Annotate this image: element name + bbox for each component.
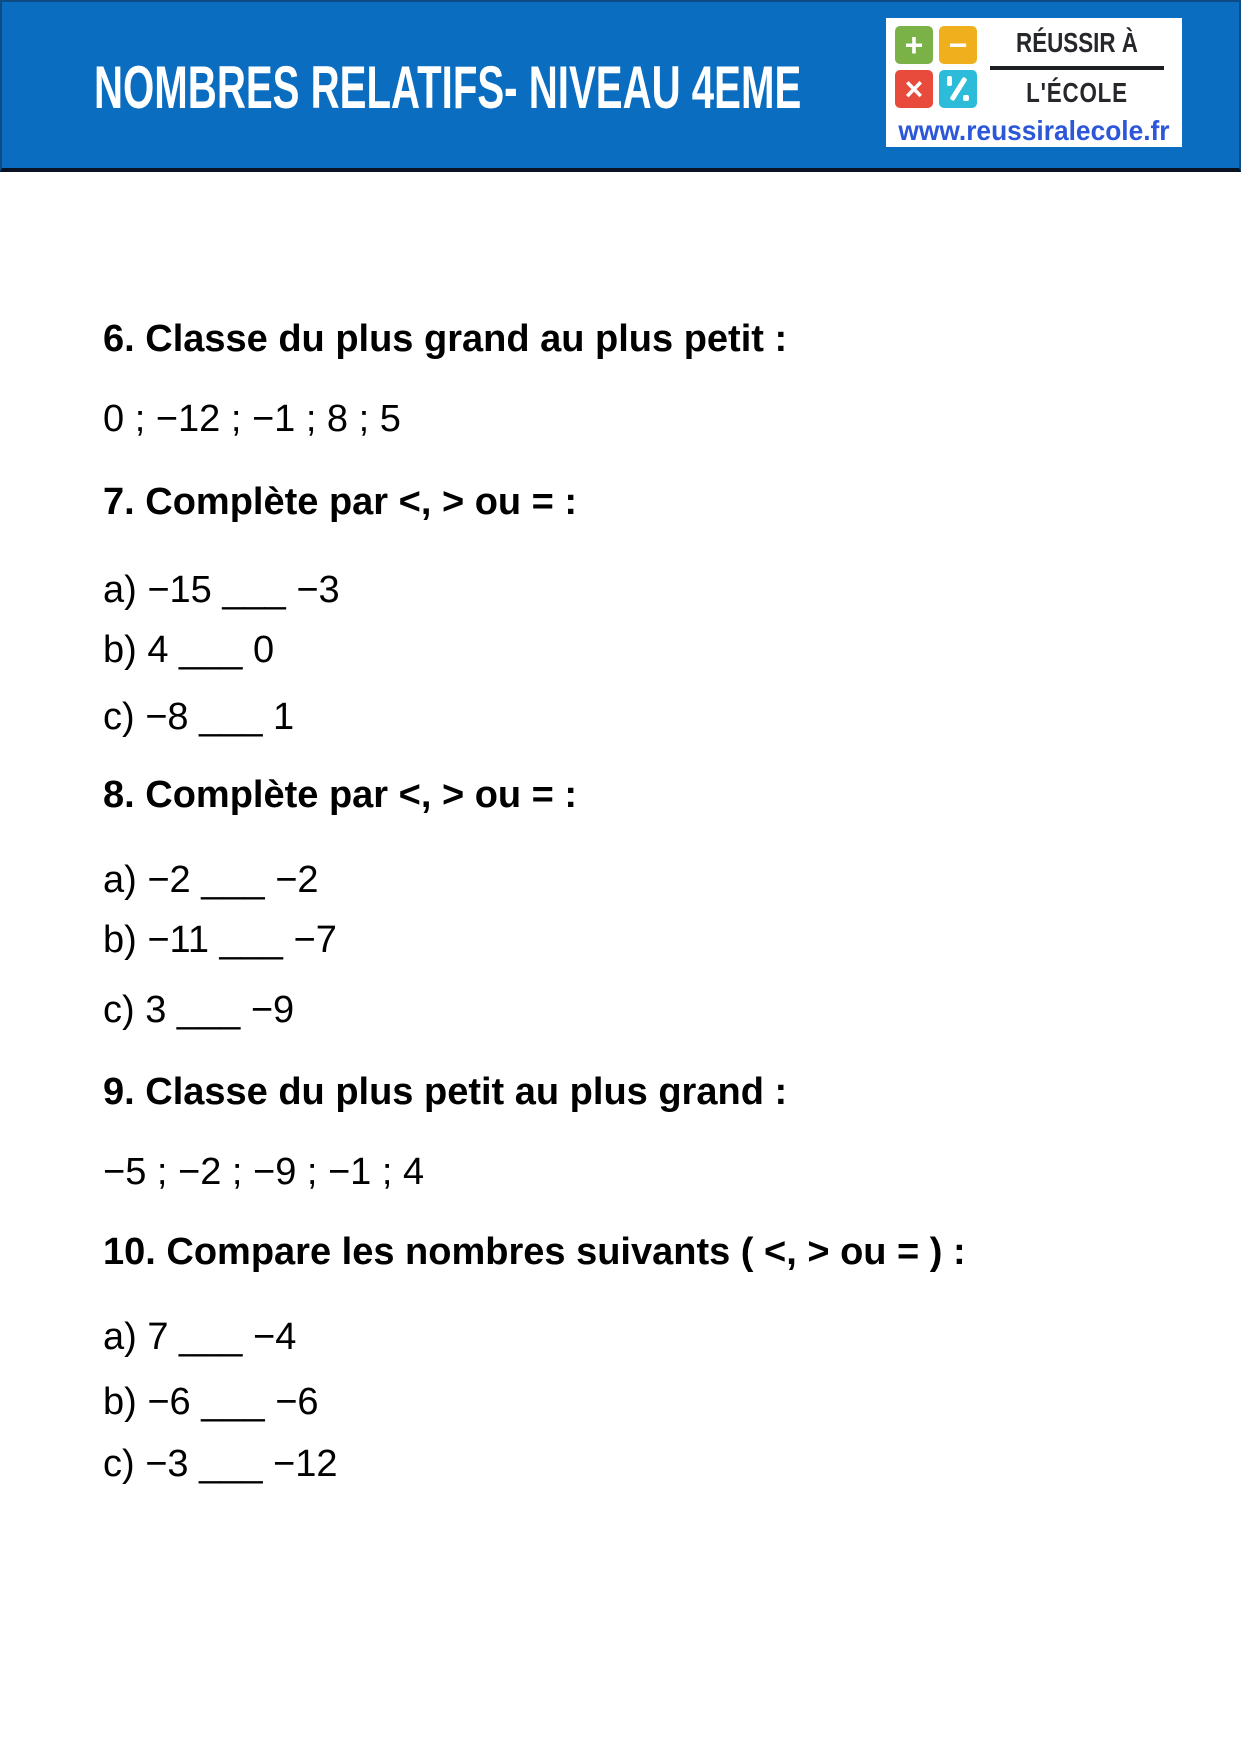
exercise-10-item-a: a) 7 ___ −4	[103, 1316, 297, 1358]
exercise-10-heading: 10. Compare les nombres suivants ( <, > ou = ) :	[103, 1231, 966, 1273]
logo-website-url: www.reussiralecole.fr	[898, 114, 1170, 146]
exercise-9-heading: 9. Classe du plus petit au plus grand :	[103, 1071, 788, 1113]
exercise-9-number-list: −5 ; −2 ; −9 ; −1 ; 4	[103, 1151, 425, 1193]
logo-line1: RÉUSSIR À	[1016, 27, 1138, 58]
exercise-6-number-list: 0 ; −12 ; −1 ; 8 ; 5	[103, 398, 401, 440]
logo-text-block	[984, 28, 1170, 109]
header-banner	[0, 0, 1241, 172]
exercise-7-heading: 7. Complète par <, > ou = :	[103, 481, 578, 523]
plus-icon: +	[895, 26, 933, 64]
math-tiles	[895, 26, 977, 108]
minus-icon: −	[939, 26, 977, 64]
times-icon: ×	[895, 70, 933, 108]
exercise-10-item-b: b) −6 ___ −6	[103, 1381, 319, 1423]
exercise-8-item-c: c) 3 ___ −9	[103, 989, 295, 1031]
exercise-7-item-c: c) −8 ___ 1	[103, 696, 295, 738]
exercise-8-item-a: a) −2 ___ −2	[103, 859, 319, 901]
logo-line2: L'ÉCOLE	[1026, 76, 1128, 108]
exercise-8-item-b: b) −11 ___ −7	[103, 919, 337, 961]
exercise-7-item-b: b) 4 ___ 0	[103, 629, 275, 671]
logo-divider	[990, 66, 1164, 70]
divide-icon	[939, 70, 977, 108]
exercise-8-heading: 8. Complète par <, > ou = :	[103, 774, 578, 816]
exercise-6-heading: 6. Classe du plus grand au plus petit :	[103, 318, 788, 360]
exercise-7-item-a: a) −15 ___ −3	[103, 569, 340, 611]
page-title: NOMBRES RELATIFS- NIVEAU 4EME	[94, 54, 802, 121]
reussir-a-lecole-logo	[886, 18, 1182, 147]
exercise-10-item-c: c) −3 ___ −12	[103, 1443, 338, 1485]
